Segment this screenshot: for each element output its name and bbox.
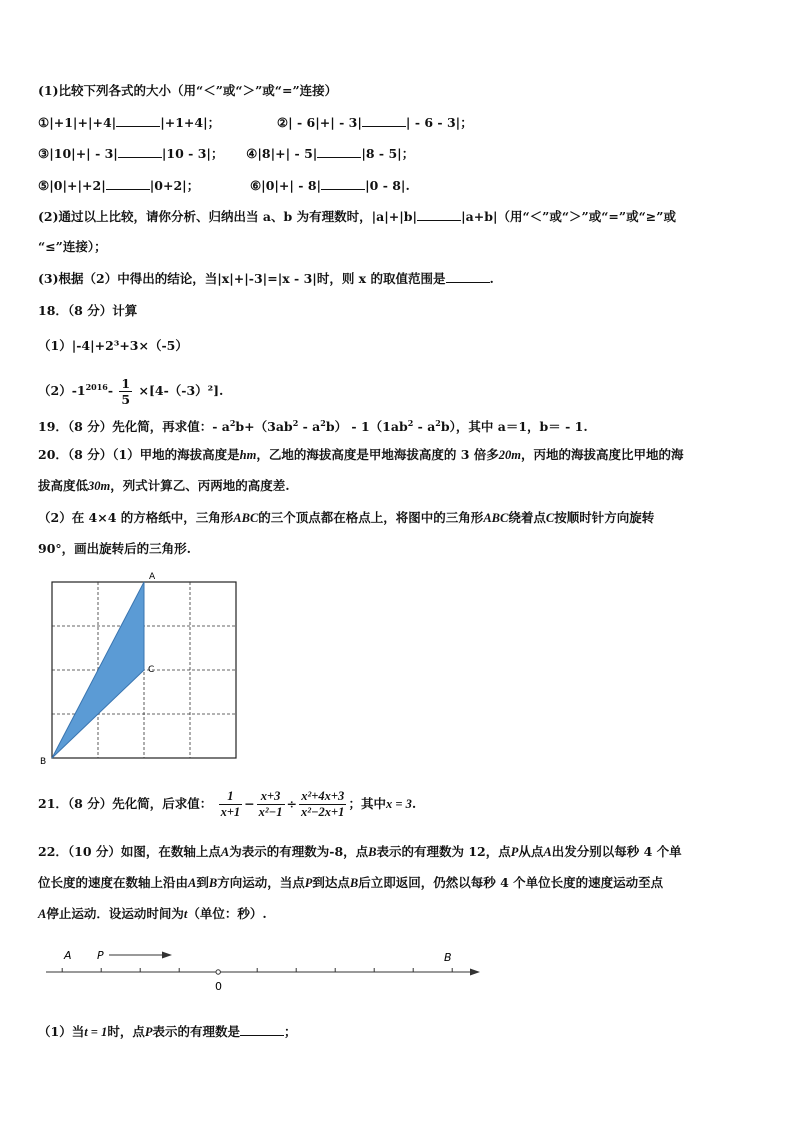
q22-line3: A停止运动．设运动时间为t（单位：秒）. — [38, 906, 267, 921]
axis-arrowhead — [470, 969, 480, 976]
q17-part2-cont: “≤”连接）； — [38, 239, 107, 254]
fraction-3: $\frac{\text{x²+4x+3}}{\text{x²−2x+1}}$ — [300, 789, 345, 819]
fraction-1: $\frac{1}{x+1}$ — [220, 789, 241, 819]
answer-blank[interactable] — [118, 145, 162, 158]
q17-row3: ⑤|0|+|+2| |0+2|； ⑥|0|+| - 8| |0 - 8|. — [38, 178, 410, 193]
number-line-figure — [38, 940, 488, 998]
answer-blank[interactable] — [317, 145, 361, 158]
q20-line3: （2）在 4×4 的方格纸中，三角形ABC的三个顶点都在格点上，将图中的三角形ABC绕着点C按顺时针方向旋转 — [38, 510, 655, 525]
answer-blank[interactable] — [417, 208, 461, 221]
q22-part1: （1）当t = 1时，点P表示的有理数是 ； — [38, 1024, 297, 1039]
q20-line4: 90°，画出旋转后的三角形. — [38, 541, 191, 556]
fraction-2: $\frac{x+3}{\text{x²−1}}$ — [258, 789, 283, 819]
answer-blank[interactable] — [240, 1023, 284, 1036]
q19-text: 19．（8 分）先化简，再求值：- $a^2b+(3ab^2 - a^2b) - 1(1ab^2 - a^2b)$，其中 a＝1，b＝ - 1. — [38, 418, 588, 435]
q18-part1: （1）|-4|+2³+3×（-5） — [38, 338, 188, 353]
answer-blank[interactable] — [106, 177, 150, 190]
answer-blank[interactable] — [446, 270, 490, 283]
q21-text: 21．（8 分）先化简，后求值： $\frac{1}{x+1}$ − $\frac{x+3}{\text{x²−1}}$ ÷ $\frac{\text{x²+4x+3}}{\text{x²−2x+1}}$ ；其中x = 3. — [38, 789, 417, 819]
answer-blank[interactable] — [116, 114, 160, 127]
q20-line2: 拔高度低30m，列式计算乙、丙两地的高度差. — [38, 478, 290, 493]
point-label-b: B — [444, 951, 452, 964]
vertex-label-b: B — [40, 757, 47, 767]
q17-part1-title: (1)比较下列各式的大小（用“＜”或“＞”或“=”连接） — [38, 83, 338, 98]
vertex-label-c: C — [148, 665, 155, 675]
point-label-p: P — [97, 949, 104, 962]
q22-line1: 22．（10 分）如图，在数轴上点A为表示的有理数为-8，点B表示的有理数为 12，点P从点A出发分别以每秒 4 个单 — [38, 844, 682, 859]
q18-part2: $(2)-1^{2016}-$ $\frac{1}{5}$ ×[4-（-3）²]. — [38, 376, 224, 408]
point-label-a: A — [64, 949, 72, 962]
answer-blank[interactable] — [362, 114, 406, 127]
q17-row2: ③|10|+| - 3| |10 - 3|； ④|8|+| - 5| |8 - 5|； — [38, 146, 415, 161]
vertex-label-a: A — [149, 572, 156, 582]
q17-part2: (2)通过以上比较，请你分析、归纳出当 a、b 为有理数时，|a|+|b| |a+b|（用“＜”或“＞”或“=”或“≥”或 — [38, 209, 676, 224]
answer-blank[interactable] — [321, 177, 365, 190]
q18-heading: 18．（8 分）计算 — [38, 303, 138, 318]
fraction-one-fifth: $\frac{1}{5}$ — [121, 376, 131, 408]
q17-row1: ①|+1|+|+4| |+1+4|； ②| - 6|+| - 3| | - 6 - 3|； — [38, 115, 473, 130]
origin-point — [216, 970, 220, 974]
q17-part3: (3)根据（2）中得出的结论，当|x|+|-3|=|x - 3|时，则 x 的取值范围是 . — [38, 271, 494, 286]
motion-arrowhead — [162, 952, 172, 959]
q20-line1: 20．（8 分）（1）甲地的海拔高度是hm，乙地的海拔高度是甲地海拔高度的 3 倍多20m，丙地的海拔高度比甲地的海 — [38, 447, 684, 462]
origin-label: 0 — [215, 980, 222, 993]
q22-line2: 位长度的速度在数轴上沿由A到B方向运动，当点P到达点B后立即返回，仍然以每秒 4 个单位长度的速度运动至点 — [38, 875, 664, 890]
axis-ticks — [62, 968, 452, 972]
grid-triangle-figure — [38, 568, 248, 768]
